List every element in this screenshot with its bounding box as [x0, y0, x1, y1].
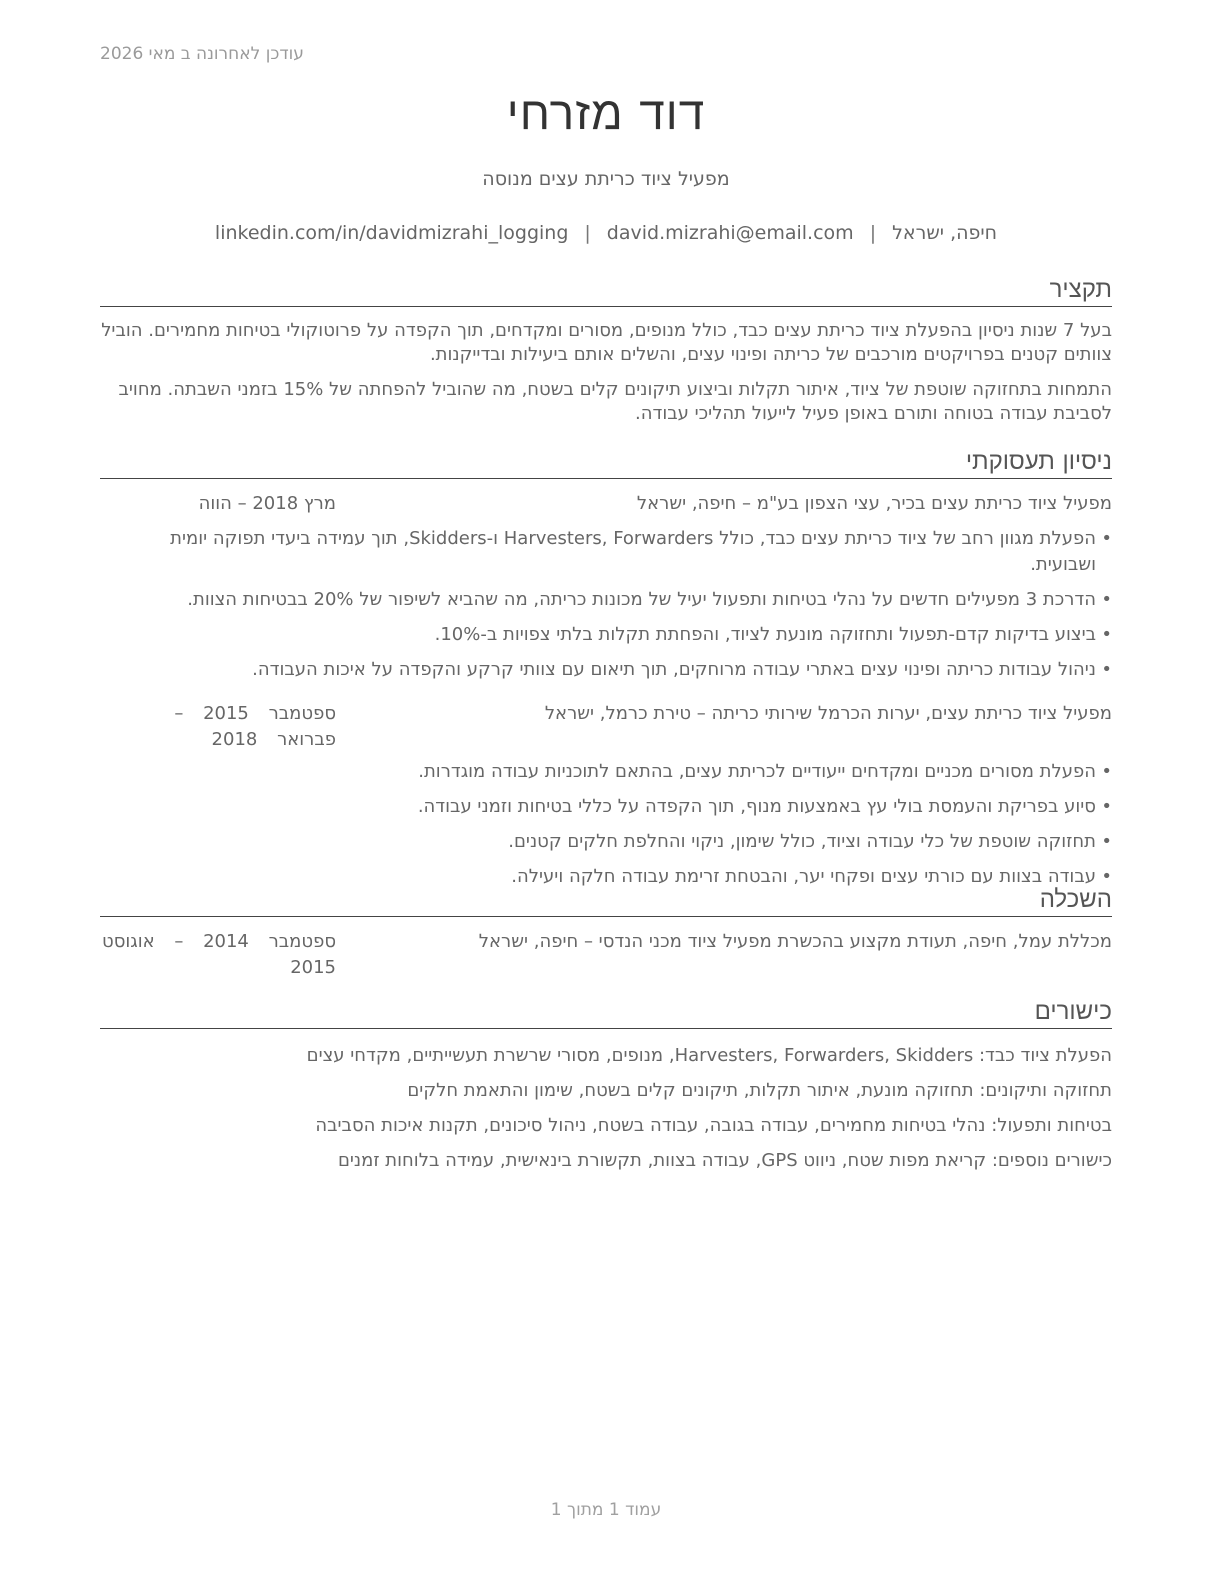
job-dates: מרץ 2018 – הווה	[198, 493, 336, 514]
page-number: עמוד 1 מתוך 1	[550, 1500, 662, 1520]
contact-linkedin-link[interactable]: linkedin.com/in/davidmizrahi_logging	[214, 222, 569, 244]
skills-line: כישורים נוספים: קריאת מפות שטח, ניווט GPS, עבודה בצוות, תקשורת בינאישית, עמידה בלוחות זמנים	[337, 1150, 1112, 1171]
job-bullet: • תחזוקה שוטפת של כלי עבודה וציוד, כולל שימון, ניקוי והחלפת חלקים קטנים.	[100, 829, 1112, 855]
education-dates: ספטמבר 2014 – אוגוסט 2015	[102, 931, 336, 978]
job-title: מפעיל ציוד כריתת עצים בכיר, עצי הצפון בע"מ – חיפה, ישראל	[636, 493, 1112, 514]
summary-paragraph: בעל 7 שנות ניסיון בהפעלת ציוד כריתת עצים כבד, כולל מנופים, מסורים ומקדחים, תוך הקפדה על פרוטוקולי בטיחות מחמירים. הוביל צוותים קטנים בפרויקטים מורכבים של כריתה ופינוי עצים, והשלים אותם ביעילות ובדייקנות.	[101, 320, 1112, 365]
job-bullet: • הפעלת מגוון רחב של ציוד כריתת עצים כבד, כולל Harvesters, Forwarders ו-Skidders, תוך עמידה ביעדי תפוקה יומית ושבועית.	[100, 526, 1112, 578]
job-bullets	[100, 526, 1112, 683]
job-bullet: • סיוע בפריקת והעמסת בולי עץ באמצעות מנוף, תוך הקפדה על כללי בטיחות וזמני עבודה.	[100, 794, 1112, 820]
job-bullet: • ביצוע בדיקות קדם-תפעול ותחזוקה מונעת לציוד, והפחתת תקלות בלתי צפויות ב-10%.	[100, 622, 1112, 648]
job-header	[100, 701, 1112, 750]
skills-line: הפעלת ציוד כבד: Harvesters, Forwarders, Skidders, מנופים, מסורי שרשרת תעשייתיים, מקדחי עצים	[306, 1045, 1112, 1066]
summary-paragraph: התמחות בתחזוקה שוטפת של ציוד, איתור תקלות וביצוע תיקונים קלים בשטח, מה שהוביל להפחתה של 15% בזמני השבתה. מחויב לסביבת עבודה בטוחה ותורם באופן פעיל לייעול תהליכי עבודה.	[118, 379, 1112, 424]
job-bullets	[100, 759, 1112, 890]
education-title: מכללת עמל, חיפה, תעודת מקצוע בהכשרת מפעיל ציוד מכני הנדסי – חיפה, ישראל	[478, 931, 1112, 952]
skills-line: בטיחות ותפעול: נהלי בטיחות מחמירים, עבודה בגובה, עבודה בשטח, ניהול סיכונים, תקנות איכות הסביבה	[315, 1115, 1112, 1136]
section-title-summary: תקציר	[100, 274, 1112, 307]
contact-line	[100, 222, 1112, 244]
section-title-education: השכלה	[100, 884, 1112, 917]
job-dates: ספטמבר 2015 – פברואר 2018	[174, 703, 336, 750]
job-bullet: • ניהול עבודות כריתה ופינוי עצים באתרי עבודה מרוחקים, תוך תיאום עם צוותי קרקע והקפדה על איכות העבודה.	[100, 657, 1112, 683]
candidate-name: דוד מזרחי	[506, 86, 706, 140]
contact-location: חיפה, ישראל	[892, 222, 998, 244]
education-entry	[100, 929, 1112, 981]
job-title: מפעיל ציוד כריתת עצים, יערות הכרמל שירותי כריתה – טירת כרמל, ישראל	[544, 703, 1112, 724]
summary-section	[100, 274, 1112, 426]
job-bullet: • הפעלת מסורים מכניים ומקדחים ייעודיים לכריתת עצים, בהתאם לתוכניות עבודה מוגדרות.	[100, 759, 1112, 785]
last-updated-note: עודכן לאחרונה ב מאי 2026	[100, 44, 304, 64]
job-bullet: • הדרכת 3 מפעילים חדשים על נהלי בטיחות ותפעול יעיל של מכונות כריתה, מה שהביא לשיפור של 20% בבטיחות הצוות.	[100, 587, 1112, 613]
skills-line: תחזוקה ותיקונים: תחזוקה מונעת, איתור תקלות, תיקונים קלים בשטח, שימון והתאמת חלקים	[407, 1080, 1112, 1101]
contact-separator: |	[584, 222, 591, 244]
section-title-experience: ניסיון תעסוקתי	[100, 446, 1112, 479]
job-header	[100, 491, 1112, 517]
contact-separator: |	[869, 222, 877, 244]
experience-section	[100, 446, 1112, 890]
candidate-headline: מפעיל ציוד כריתת עצים מנוסה	[482, 168, 730, 190]
education-section	[100, 884, 1112, 981]
education-header	[100, 929, 1112, 981]
job-entry	[100, 701, 1112, 890]
job-entry	[100, 491, 1112, 683]
contact-email-link[interactable]: david.mizrahi@email.com	[606, 222, 854, 244]
section-title-skills: כישורים	[100, 996, 1112, 1029]
skills-section	[100, 996, 1112, 1174]
resume-page	[100, 0, 1112, 1584]
job-bullet: • עבודה בצוות עם כורתי עצים ופקחי יער, והבטחת זרימת עבודה חלקה ויעילה.	[100, 864, 1112, 890]
